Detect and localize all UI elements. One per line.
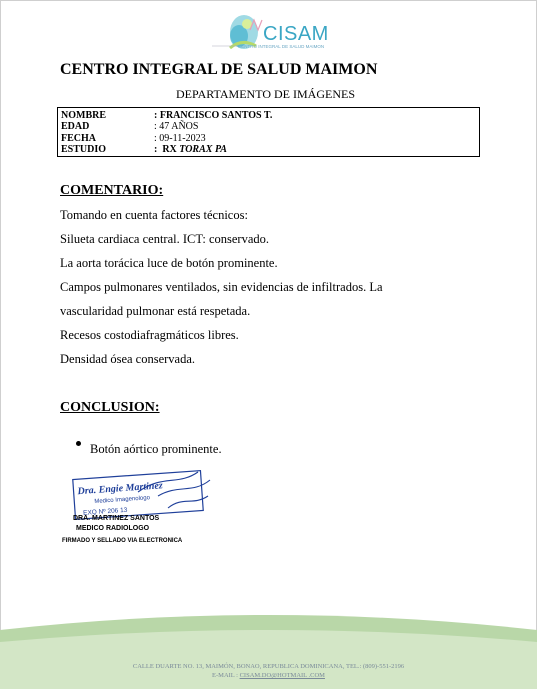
comment-line: Campos pulmonares ventilados, sin evidencias de infiltrados. La <box>60 280 383 294</box>
study-label: ESTUDIO <box>61 144 107 155</box>
footer-address: CALLE DUARTE NO. 13, MAIMÓN, BONAO, REPUBLICA DOMINICANA, TEL.: (809)-551-2196 <box>132 663 405 670</box>
info-row-date <box>61 133 206 144</box>
comment-line: Tomando en cuenta factores técnicos: <box>60 208 248 222</box>
name-label: NOMBRE <box>61 110 106 121</box>
signature-note: FIRMADO Y SELLADO VIA ELECTRONICA <box>62 538 183 544</box>
stamp-exeq: EXQ Nº 206 13 <box>82 506 128 517</box>
footer-email-line <box>0 672 537 679</box>
footer-email[interactable]: CISAM.DO@HOTMAIL .COM <box>239 672 325 679</box>
stamp-title: Medico Imagenologo <box>94 495 151 506</box>
footer-email-prefix: E-MAIL : <box>212 672 240 679</box>
comment-line: Recesos costodiafragmáticos libres. <box>60 328 239 342</box>
conclusion-item: Botón aórtico prominente. <box>90 442 222 456</box>
age-value: : 47 AÑOS <box>154 121 199 132</box>
comment-line: Densidad ósea conservada. <box>60 352 196 366</box>
info-row-age <box>61 121 198 132</box>
conclusion-heading: CONCLUSION: <box>60 400 160 415</box>
comment-line: vascularidad pulmonar está respetada. <box>60 304 251 318</box>
info-row-study <box>61 144 227 155</box>
patient-info-box <box>57 107 480 157</box>
date-value: : 09-11-2023 <box>154 133 206 144</box>
bullet-icon <box>76 441 81 446</box>
info-row-name <box>61 110 272 121</box>
logo-wordmark: CISAM <box>263 23 329 45</box>
age-label: EDAD <box>61 121 90 132</box>
department-label: DEPARTAMENTO DE IMÁGENES <box>176 87 355 101</box>
date-label: FECHA <box>61 133 96 144</box>
page-title: CENTRO INTEGRAL DE SALUD MAIMON <box>60 61 378 78</box>
doctor-title: MEDICO RADIOLOGO <box>76 525 150 532</box>
doctor-name: DRA. MARTINEZ SANTOS <box>73 515 160 522</box>
comment-line: Silueta cardiaca central. ICT: conservado. <box>60 232 270 246</box>
study-value: TORAX PA <box>179 144 227 155</box>
name-value: : FRANCISCO SANTOS T. <box>154 110 273 121</box>
logo-subtext: CENTRO INTEGRAL DE SALUD MAIMON <box>238 44 325 49</box>
study-prefix: : RX <box>154 144 180 155</box>
signature-stamp <box>68 466 216 522</box>
stamp-name: Dra. Engie Martinez <box>77 480 164 498</box>
comment-heading: COMENTARIO: <box>60 183 164 198</box>
comment-line: La aorta torácica luce de botón prominente. <box>60 256 278 270</box>
